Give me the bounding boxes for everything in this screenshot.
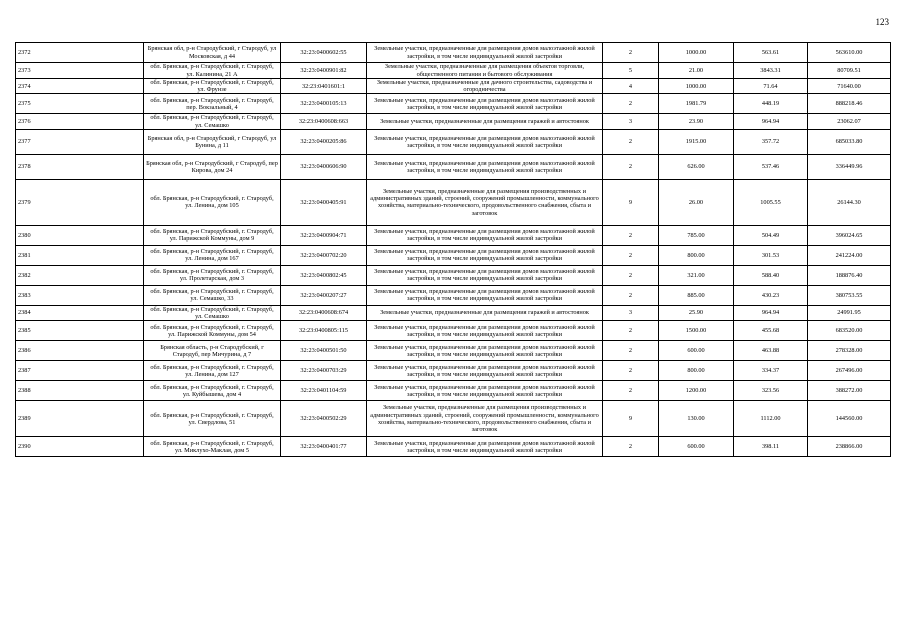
- use-group-cell: 3: [603, 305, 659, 320]
- land-use-cell: Земельные участки, предназначенные для размещения домов малоэтажной жилой застройки, в том числе индивидуальной жилой застройки: [367, 381, 603, 401]
- land-use-cell: Земельные участки, предназначенные для размещения домов малоэтажной жилой застройки, в том числе индивидуальной жилой застройки: [367, 341, 603, 361]
- cadastral-value-cell: 23062.07: [808, 114, 891, 129]
- address-cell: обл. Брянская, р-н Стародубский, г. Стародуб, ул. Ленина, дом 105: [144, 179, 281, 225]
- row-number-cell: 2372: [16, 43, 144, 63]
- area-cell: 885.00: [659, 285, 734, 305]
- use-group-cell: 2: [603, 361, 659, 381]
- land-use-cell: Земельные участки, предназначенные для размещения гаражей и автостоянок: [367, 114, 603, 129]
- use-group-cell: 4: [603, 79, 659, 94]
- unit-value-cell: 964.94: [734, 305, 808, 320]
- table-row: [16, 43, 891, 63]
- table-row: [16, 401, 891, 437]
- use-group-cell: 2: [603, 321, 659, 341]
- cadastral-value-cell: 24991.95: [808, 305, 891, 320]
- address-cell: обл. Брянская, р-н Стародубский, г. Стародуб, ул. Семашко, 33: [144, 285, 281, 305]
- cadastral-number-cell: 32:23:0400205:86: [281, 129, 367, 154]
- table-row: [16, 129, 891, 154]
- address-cell: Брянская обл, р-н Стародубский, г Стародуб, пер Кирова, дом 24: [144, 154, 281, 179]
- land-use-cell: Земельные участки, предназначенные для размещения домов малоэтажной жилой застройки, в том числе индивидуальной жилой застройки: [367, 321, 603, 341]
- area-cell: 321.00: [659, 265, 734, 285]
- land-use-cell: Земельные участки, предназначенные для размещения домов малоэтажной жилой застройки, в том числе индивидуальной жилой застройки: [367, 94, 603, 114]
- table-row: [16, 63, 891, 79]
- area-cell: 800.00: [659, 361, 734, 381]
- cadastral-value-cell: 683520.00: [808, 321, 891, 341]
- use-group-cell: 2: [603, 265, 659, 285]
- row-number-cell: 2382: [16, 265, 144, 285]
- unit-value-cell: 563.61: [734, 43, 808, 63]
- address-cell: Брянская обл, р-н Стародубский, г Стародуб, ул Бунина, д 11: [144, 129, 281, 154]
- row-number-cell: 2388: [16, 381, 144, 401]
- area-cell: 23.90: [659, 114, 734, 129]
- land-use-cell: Земельные участки, предназначенные для размещения домов малоэтажной жилой застройки, в том числе индивидуальной жилой застройки: [367, 361, 603, 381]
- address-cell: обл. Брянская, р-н Стародубский, г. Стародуб, ул. Семашко: [144, 305, 281, 320]
- address-cell: обл. Брянская, р-н Стародубский, г. Стародуб, ул. Фрунзе: [144, 79, 281, 94]
- table-row: [16, 79, 891, 94]
- cadastral-number-cell: 32:23:0400502:29: [281, 401, 367, 437]
- cadastral-number-cell: 32:23:0400405:91: [281, 179, 367, 225]
- row-number-cell: 2387: [16, 361, 144, 381]
- table-row: [16, 225, 891, 245]
- cadastral-value-cell: 188876.40: [808, 265, 891, 285]
- cadastral-value-cell: 26144.30: [808, 179, 891, 225]
- area-cell: 1000.00: [659, 79, 734, 94]
- use-group-cell: 2: [603, 225, 659, 245]
- cadastral-number-cell: 32:23:0400608:663: [281, 114, 367, 129]
- cadastral-value-cell: 71640.00: [808, 79, 891, 94]
- land-use-cell: Земельные участки, предназначенные для размещения домов малоэтажной жилой застройки, в том числе индивидуальной жилой застройки: [367, 129, 603, 154]
- cadastral-number-cell: 32:23:0400805:115: [281, 321, 367, 341]
- table-row: [16, 437, 891, 457]
- land-use-cell: Земельные участки, предназначенные для размещения производственных и административных зданий, строений, сооружений промышленности, коммунального хозяйства, материально-технического, продовольственного снабжения, сбыта и заготовок: [367, 401, 603, 437]
- unit-value-cell: 537.46: [734, 154, 808, 179]
- row-number-cell: 2378: [16, 154, 144, 179]
- row-number-cell: 2381: [16, 245, 144, 265]
- area-cell: 785.00: [659, 225, 734, 245]
- use-group-cell: 2: [603, 341, 659, 361]
- table-row: [16, 179, 891, 225]
- cadastral-number-cell: 32:23:0400702:20: [281, 245, 367, 265]
- land-use-cell: Земельные участки, предназначенные для размещения домов малоэтажной жилой застройки, в том числе индивидуальной жилой застройки: [367, 265, 603, 285]
- cadastral-value-cell: 241224.00: [808, 245, 891, 265]
- cadastral-number-cell: 32:23:0400608:674: [281, 305, 367, 320]
- land-use-cell: Земельные участки, предназначенные для размещения производственных и административных зданий, строений, сооружений промышленности, коммунального хозяйства, материально-технического, продовольственного снабжения, сбыта и заготовок: [367, 179, 603, 225]
- cadastral-value-cell: 336449.96: [808, 154, 891, 179]
- row-number-cell: 2373: [16, 63, 144, 79]
- cadastral-value-cell: 267496.00: [808, 361, 891, 381]
- cadastral-number-cell: 32:23:0401104:59: [281, 381, 367, 401]
- area-cell: 130.00: [659, 401, 734, 437]
- table-row: [16, 245, 891, 265]
- area-cell: 1000.00: [659, 43, 734, 63]
- cadastral-value-cell: 388272.00: [808, 381, 891, 401]
- use-group-cell: 9: [603, 401, 659, 437]
- address-cell: обл. Брянская, р-н Стародубский, г. Стародуб, ул. Парижской Коммуны, дом 54: [144, 321, 281, 341]
- land-use-cell: Земельные участки, предназначенные для размещения домов малоэтажной жилой застройки, в том числе индивидуальной жилой застройки: [367, 437, 603, 457]
- use-group-cell: 2: [603, 285, 659, 305]
- row-number-cell: 2386: [16, 341, 144, 361]
- cadastral-value-cell: 238866.00: [808, 437, 891, 457]
- land-use-cell: Земельные участки, предназначенные для размещения домов малоэтажной жилой застройки, в том числе индивидуальной жилой застройки: [367, 154, 603, 179]
- land-use-cell: Земельные участки, предназначенные для размещения домов малоэтажной жилой застройки, в том числе индивидуальной жилой застройки: [367, 245, 603, 265]
- area-cell: 1200.00: [659, 381, 734, 401]
- cadastral-value-cell: 80709.51: [808, 63, 891, 79]
- cadastral-value-cell: 396024.65: [808, 225, 891, 245]
- address-cell: обл. Брянская, р-н Стародубский, г. Стародуб, ул. Куйбышева, дом 4: [144, 381, 281, 401]
- unit-value-cell: 3843.31: [734, 63, 808, 79]
- row-number-cell: 2383: [16, 285, 144, 305]
- cadastral-number-cell: 32:23:0400401:77: [281, 437, 367, 457]
- row-number-cell: 2377: [16, 129, 144, 154]
- address-cell: обл. Брянская, р-н Стародубский, г. Стародуб, ул. Калинина, 21 А: [144, 63, 281, 79]
- use-group-cell: 2: [603, 129, 659, 154]
- unit-value-cell: 455.68: [734, 321, 808, 341]
- land-use-cell: Земельные участки, предназначенные для размещения домов малоэтажной жилой застройки, в том числе индивидуальной жилой застройки: [367, 285, 603, 305]
- area-cell: 600.00: [659, 437, 734, 457]
- table-row: [16, 381, 891, 401]
- table-row: [16, 341, 891, 361]
- address-cell: обл. Брянская, р-н Стародубский, г. Стародуб, ул. Миклухо-Маклая, дом 5: [144, 437, 281, 457]
- address-cell: обл. Брянская, р-н Стародубский, г. Стародуб, пер. Вокзальный, 4: [144, 94, 281, 114]
- cadastral-value-cell: 380753.55: [808, 285, 891, 305]
- table-row: [16, 305, 891, 320]
- unit-value-cell: 301.53: [734, 245, 808, 265]
- use-group-cell: 3: [603, 114, 659, 129]
- cadastral-value-cell: 888218.46: [808, 94, 891, 114]
- unit-value-cell: 448.19: [734, 94, 808, 114]
- cadastral-value-table: [15, 42, 891, 457]
- address-cell: обл. Брянская, р-н Стародубский, г. Стародуб, ул. Ленина, дом 167: [144, 245, 281, 265]
- unit-value-cell: 334.37: [734, 361, 808, 381]
- address-cell: обл. Брянская, р-н Стародубский, г. Стародуб, ул. Свердлова, 51: [144, 401, 281, 437]
- land-use-cell: Земельные участки, предназначенные для размещения объектов торговли, общественного питания и бытового обслуживания: [367, 63, 603, 79]
- area-cell: 626.00: [659, 154, 734, 179]
- use-group-cell: 2: [603, 245, 659, 265]
- row-number-cell: 2389: [16, 401, 144, 437]
- area-cell: 26.00: [659, 179, 734, 225]
- unit-value-cell: 588.40: [734, 265, 808, 285]
- land-use-cell: Земельные участки, предназначенные для дачного строительства, садоводства и огородничества: [367, 79, 603, 94]
- unit-value-cell: 357.72: [734, 129, 808, 154]
- table-row: [16, 114, 891, 129]
- row-number-cell: 2375: [16, 94, 144, 114]
- use-group-cell: 2: [603, 94, 659, 114]
- area-cell: 1915.00: [659, 129, 734, 154]
- address-cell: обл. Брянская, р-н Стародубский, г. Стародуб, ул. Ленина, дом 127: [144, 361, 281, 381]
- area-cell: 1981.79: [659, 94, 734, 114]
- row-number-cell: 2379: [16, 179, 144, 225]
- unit-value-cell: 398.11: [734, 437, 808, 457]
- row-number-cell: 2384: [16, 305, 144, 320]
- use-group-cell: 2: [603, 154, 659, 179]
- land-use-cell: Земельные участки, предназначенные для размещения гаражей и автостоянок: [367, 305, 603, 320]
- cadastral-number-cell: 32:23:0401601:1: [281, 79, 367, 94]
- unit-value-cell: 463.88: [734, 341, 808, 361]
- use-group-cell: 2: [603, 381, 659, 401]
- area-cell: 25.90: [659, 305, 734, 320]
- use-group-cell: 2: [603, 43, 659, 63]
- table-row: [16, 361, 891, 381]
- cadastral-value-cell: 563610.00: [808, 43, 891, 63]
- table-row: [16, 321, 891, 341]
- unit-value-cell: 71.64: [734, 79, 808, 94]
- unit-value-cell: 504.49: [734, 225, 808, 245]
- row-number-cell: 2380: [16, 225, 144, 245]
- area-cell: 21.00: [659, 63, 734, 79]
- unit-value-cell: 1005.55: [734, 179, 808, 225]
- table-row: [16, 265, 891, 285]
- address-cell: Брянская область, р-н Стародубский, г Стародуб, пер Мичурина, д 7: [144, 341, 281, 361]
- row-number-cell: 2374: [16, 79, 144, 94]
- cadastral-value-cell: 144560.00: [808, 401, 891, 437]
- cadastral-number-cell: 32:23:0400602:55: [281, 43, 367, 63]
- cadastral-value-cell: 685033.80: [808, 129, 891, 154]
- unit-value-cell: 430.23: [734, 285, 808, 305]
- unit-value-cell: 323.56: [734, 381, 808, 401]
- unit-value-cell: 1112.00: [734, 401, 808, 437]
- use-group-cell: 2: [603, 437, 659, 457]
- table-row: [16, 154, 891, 179]
- table-row: [16, 285, 891, 305]
- cadastral-number-cell: 32:23:0400901:82: [281, 63, 367, 79]
- land-use-cell: Земельные участки, предназначенные для размещения домов малоэтажной жилой застройки, в том числе индивидуальной жилой застройки: [367, 43, 603, 63]
- cadastral-number-cell: 32:23:0400606:90: [281, 154, 367, 179]
- cadastral-value-cell: 278328.00: [808, 341, 891, 361]
- row-number-cell: 2385: [16, 321, 144, 341]
- cadastral-number-cell: 32:23:0400703:29: [281, 361, 367, 381]
- row-number-cell: 2376: [16, 114, 144, 129]
- address-cell: Брянская обл, р-н Стародубский, г Стародуб, ул Московская, д 44: [144, 43, 281, 63]
- cadastral-number-cell: 32:23:0400501:50: [281, 341, 367, 361]
- area-cell: 800.00: [659, 245, 734, 265]
- unit-value-cell: 964.94: [734, 114, 808, 129]
- address-cell: обл. Брянская, р-н Стародубский, г. Стародуб, ул. Пролетарская, дом 3: [144, 265, 281, 285]
- area-cell: 600.00: [659, 341, 734, 361]
- use-group-cell: 9: [603, 179, 659, 225]
- address-cell: обл. Брянская, р-н Стародубский, г. Стародуб, ул. Парижской Коммуны, дом 9: [144, 225, 281, 245]
- cadastral-number-cell: 32:23:0400105:13: [281, 94, 367, 114]
- table-body: [16, 43, 891, 457]
- address-cell: обл. Брянская, р-н Стародубский, г. Стародуб, ул. Семашко: [144, 114, 281, 129]
- table-row: [16, 94, 891, 114]
- area-cell: 1500.00: [659, 321, 734, 341]
- row-number-cell: 2390: [16, 437, 144, 457]
- cadastral-number-cell: 32:23:0400802:45: [281, 265, 367, 285]
- cadastral-number-cell: 32:23:0400207:27: [281, 285, 367, 305]
- land-use-cell: Земельные участки, предназначенные для размещения домов малоэтажной жилой застройки, в том числе индивидуальной жилой застройки: [367, 225, 603, 245]
- cadastral-number-cell: 32:23:0400904:71: [281, 225, 367, 245]
- use-group-cell: 5: [603, 63, 659, 79]
- page-number: 123: [875, 17, 889, 27]
